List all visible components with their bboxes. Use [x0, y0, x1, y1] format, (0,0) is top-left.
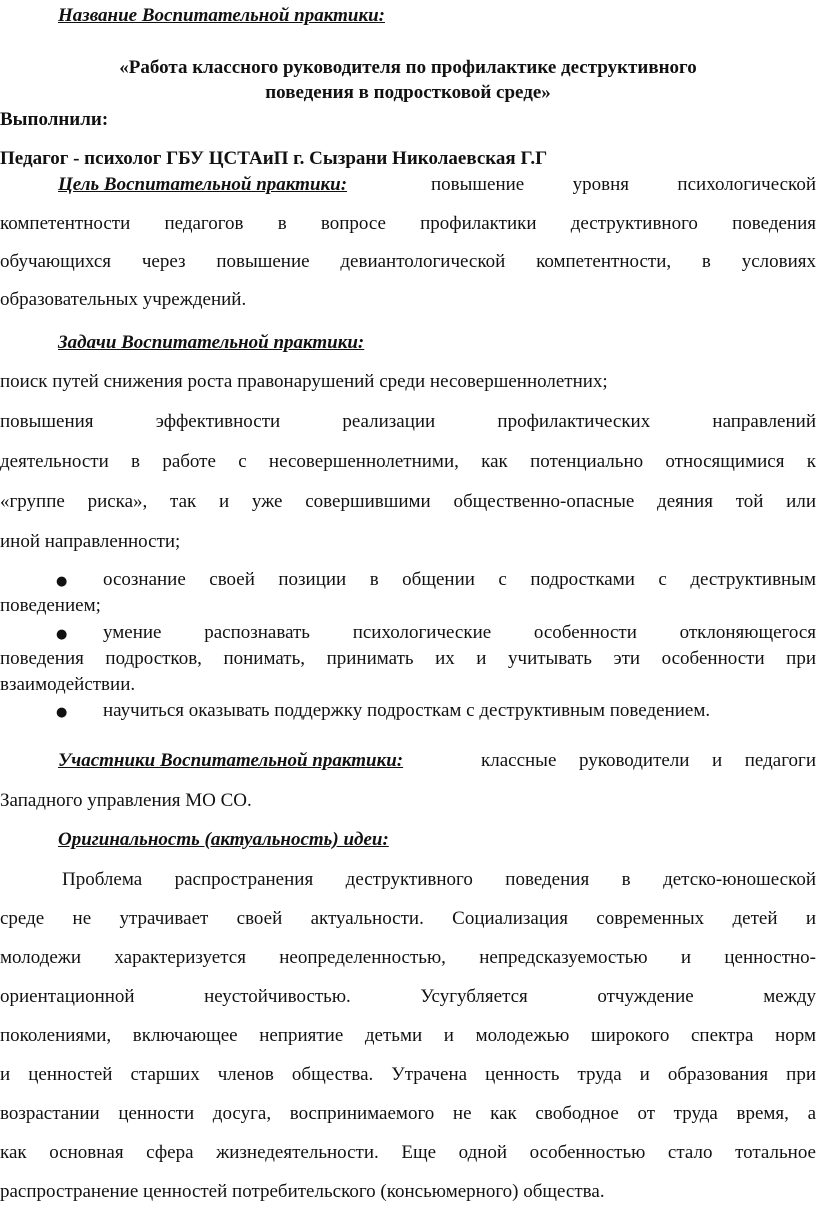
bullet-2-line3: взаимодействии.: [0, 674, 136, 695]
participants-text-start: классные руководители и педагоги: [481, 750, 816, 771]
originality-line7: возрастании ценности досуга, воспринимаемого не как свободное от труда время, а: [0, 1103, 816, 1124]
work-title-line2: поведения в подростковой среде»: [265, 82, 551, 103]
bullet-2-line2: поведения подростков, понимать, принимать их и учитывать эти особенности при: [0, 648, 816, 669]
bullet-3-line1: научиться оказывать поддержку подросткам с деструктивным поведением.: [103, 700, 711, 721]
tasks-heading: [0, 331, 816, 355]
tasks-line1: поиск путей снижения роста правонарушений среди несовершеннолетних;: [0, 371, 608, 392]
originality-line1: Проблема распространения деструктивного поведения в детско-юношеской: [62, 869, 816, 890]
goal-line4: образовательных учреждений.: [0, 289, 247, 310]
tasks-line2: повышения эффективности реализации профилактических направлений: [0, 411, 816, 432]
tasks-line4: «группе риска», так и уже совершившими общественно-опасные деяния той или: [0, 491, 816, 512]
originality-line9: распространение ценностей потребительского (консьюмерного) общества.: [0, 1181, 605, 1202]
bullet-1-line1: осознание своей позиции в общении с подростками с деструктивным: [103, 569, 816, 590]
section-title: [0, 4, 816, 28]
bullet-1-line2: поведением;: [0, 595, 101, 616]
originality-line2: среде не утрачивает своей актуальности. Социализация современных детей и: [0, 908, 816, 929]
originality-line5: поколениями, включающее неприятие детьми и молодежью широкого спектра норм: [0, 1025, 816, 1046]
originality-heading: [0, 828, 816, 852]
bullet-marker: ●: [56, 574, 68, 589]
goal-text-start: повышение уровня психологической: [431, 174, 816, 195]
bullet-2-line1: умение распознавать психологические особенности отклоняющегося: [103, 622, 816, 643]
authors-label: Выполнили:: [0, 109, 109, 130]
goal-line3: обучающихся через повышение девиантологической компетентности, в условиях: [0, 251, 816, 272]
originality-line4: ориентационной неустойчивостью. Усугубляется отчуждение между: [0, 986, 816, 1007]
bullet-marker: ●: [56, 627, 68, 642]
originality-label: Оригинальность (актуальность) идеи:: [58, 829, 389, 850]
tasks-label: Задачи Воспитательной практики:: [58, 332, 365, 353]
participants-line2: Западного управления МО СО.: [0, 790, 252, 811]
originality-line6: и ценностей старших членов общества. Утрачена ценность труда и образования при: [0, 1064, 816, 1085]
work-title-line1: «Работа классного руководителя по профилактике деструктивного: [119, 57, 697, 78]
section-title-text: Название Воспитательной практики:: [58, 5, 385, 26]
goal-line2: компетентности педагогов в вопросе профилактики деструктивного поведения: [0, 213, 816, 234]
bullet-marker: ●: [56, 705, 68, 720]
goal-label: Цель Воспитательной практики:: [58, 174, 348, 195]
originality-line8: как основная сфера жизнедеятельности. Еще одной особенностью стало тотальное: [0, 1142, 816, 1163]
tasks-line3: деятельности в работе с несовершеннолетними, как потенциально относящимися к: [0, 451, 816, 472]
participants-label: Участники Воспитательной практики:: [58, 750, 404, 771]
tasks-line5: иной направленности;: [0, 531, 181, 552]
author-line: Педагог - психолог ГБУ ЦСТАиП г. Сызрани Николаевская Г.Г: [0, 148, 548, 169]
originality-line3: молодежи характеризуется неопределенностью, непредсказуемостью и ценностно-: [0, 947, 816, 968]
